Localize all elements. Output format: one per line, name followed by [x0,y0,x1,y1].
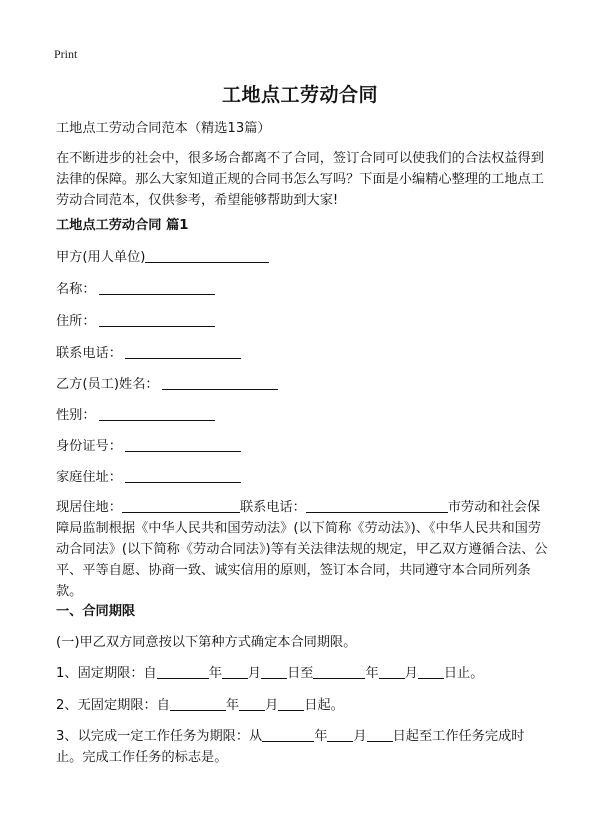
blank-line [99,280,215,295]
month-label: 月 [265,698,279,713]
field-name [56,279,548,300]
term-task [56,726,548,768]
blank-line [122,498,240,513]
blank-line [99,312,215,327]
document-subtitle: 工地点工劳动合同范本（精选13篇） [56,121,271,136]
blank-line [222,664,248,679]
field-party-b [56,374,548,395]
term-open [56,695,548,716]
residence-label: 现居住地： [56,500,122,515]
blank-line [239,696,265,711]
blank-line [379,664,405,679]
month-label: 月 [404,666,418,681]
field-phone [56,343,548,364]
day-label: 日起。 [304,698,344,713]
blank-line [145,248,269,263]
day-end-label: 日止。 [443,666,484,681]
month-label: 月 [353,729,367,744]
field-label: 联系电话： [56,346,122,361]
term-clause: (一)甲乙双方同意按以下第种方式确定本合同期限。 [56,635,357,650]
field-home-address [56,467,548,488]
field-party-a [56,247,548,268]
residence-phone-label: 联系电话： [239,500,306,515]
term-task-prefix: 3、以完成一定工作任务为期限：从 [56,729,263,744]
blank-line [157,664,209,679]
intro-paragraph: 在不断进步的社会中，很多场合都离不了合同，签订合同可以使我们的合法权益得到法律的保障。那么大家知道正规的合同书怎么写吗？下面是小编精心整理的工地点工劳动合同范本，仅供参考，希望能够帮助到大家! [56,151,544,208]
field-id-number [56,436,548,457]
field-label: 身份证号： [56,439,122,454]
print-link[interactable]: Print [54,47,78,61]
year-label: 年 [314,729,328,744]
blank-line [262,727,314,742]
term-fixed [56,663,548,684]
blank-line [367,727,393,742]
term-fixed-prefix: 1、固定期限：自 [56,666,157,681]
blank-line [327,727,353,742]
blank-line [99,406,215,421]
blank-line [162,375,278,390]
field-label: 名称： [56,282,96,297]
blank-line [170,696,226,711]
blank-line [278,696,304,711]
field-label: 家庭住址： [56,470,122,485]
blank-line [125,468,241,483]
blank-line [313,664,365,679]
field-label: 乙方(员工)姓名： [56,377,159,392]
blank-line [125,437,241,452]
blank-line [418,664,444,679]
blank-line [261,664,287,679]
field-label: 甲方(用人单位) [56,250,146,265]
residence-paragraph [56,497,548,602]
field-gender [56,405,548,426]
day-to-label: 日至 [287,666,314,681]
term-open-prefix: 2、无固定期限：自 [56,698,170,713]
field-address [56,311,548,332]
year-label: 年 [365,666,379,681]
term-task-tail: 日起至工作任务完成时止。完成工作任务的标志是。 [56,729,525,765]
month-label: 月 [247,666,262,681]
blank-line [306,498,448,513]
residence-body: 市劳动和社会保障局监制根据《中华人民共和国劳动法》(以下简称《劳动法》)、《中华人民共和国劳动合同法》(以下简称《劳动合同法》)等有关法律法规的规定，甲乙双方遵循合法、公平、平等自愿、协商一致、诚实信用的原则，签订本合同，共同遵守本合同所列条款。 [56,500,548,599]
year-label: 年 [225,698,240,713]
year-label: 年 [208,666,222,681]
section-title: 工地点工劳动合同 篇1 [56,218,189,233]
blank-line [125,344,241,359]
term-heading: 一、合同期限 [56,604,136,619]
document-title: 工地点工劳动合同 [221,84,378,106]
field-label: 性别： [56,408,96,423]
field-label: 住所： [56,314,96,329]
